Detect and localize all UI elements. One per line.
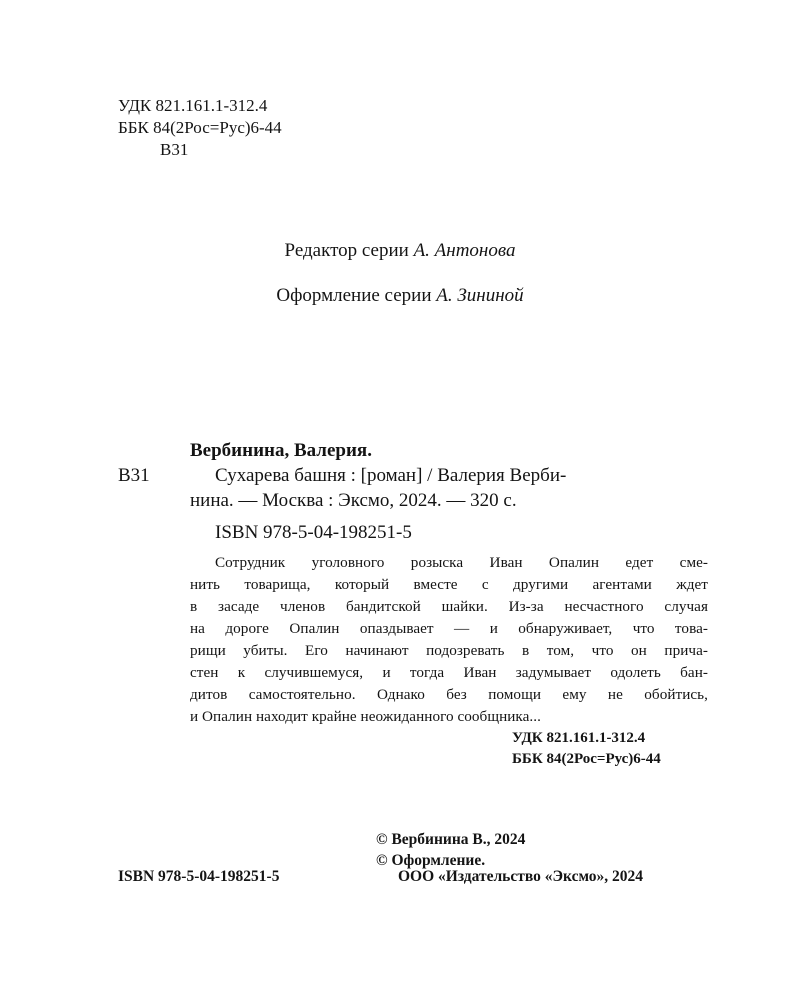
annotation-line: и Опалин находит крайне неожиданного сообщника... — [190, 708, 541, 725]
annotation-line: стен к случившемуся, и тогда Иван задумывает одолеть бан- — [190, 664, 708, 681]
entry-description-line-1: Сухарева башня : [роман] / Валерия Верби- — [215, 465, 567, 486]
copyright-design: © Оформление. — [376, 852, 486, 869]
annotation-line: на дороге Опалин опаздывает — и обнаруживает, что това- — [190, 620, 708, 637]
series-design-name: А. Зининой — [436, 285, 524, 306]
series-editor-credit — [0, 240, 800, 262]
entry-author: Вербинина, Валерия. — [190, 440, 372, 461]
copyright-author: © Вербинина В., 2024 — [376, 831, 526, 848]
isbn-bottom: ISBN 978-5-04-198251-5 — [118, 868, 280, 885]
author-mark-top: В31 — [160, 140, 189, 159]
bbk-code-top: ББК 84(2Рос=Рус)6-44 — [118, 118, 282, 137]
annotation — [190, 552, 708, 728]
series-design-credit — [0, 285, 800, 307]
annotation-line: рищи убиты. Его начинают подозревать в том, что он прича- — [190, 642, 708, 659]
annotation-line: нить товарища, который вместе с другими агентами ждет — [190, 576, 708, 593]
annotation-line: дитов самостоятельно. Однако без помощи ему не обойтись, — [190, 686, 708, 703]
bbk-code-right: ББК 84(2Рос=Рус)6-44 — [512, 751, 661, 767]
annotation-line: Сотрудник уголовного розыска Иван Опалин едет сме- — [215, 554, 708, 571]
series-editor-name: А. Антонова — [413, 240, 516, 261]
series-editor-label: Редактор серии — [284, 240, 409, 261]
copyright-publisher: ООО «Издательство «Эксмо», 2024 — [398, 868, 644, 885]
udk-code-top: УДК 821.161.1-312.4 — [118, 96, 268, 115]
udk-code-right: УДК 821.161.1-312.4 — [512, 730, 646, 746]
entry-isbn: ISBN 978-5-04-198251-5 — [215, 522, 412, 543]
series-design-label: Оформление серии — [276, 285, 432, 306]
entry-author-mark: В31 — [118, 465, 150, 486]
entry-description-line-2: нина. — Москва : Эксмо, 2024. — 320 с. — [190, 490, 517, 511]
annotation-line: в засаде членов бандитской шайки. Из-за несчастного случая — [190, 598, 708, 615]
